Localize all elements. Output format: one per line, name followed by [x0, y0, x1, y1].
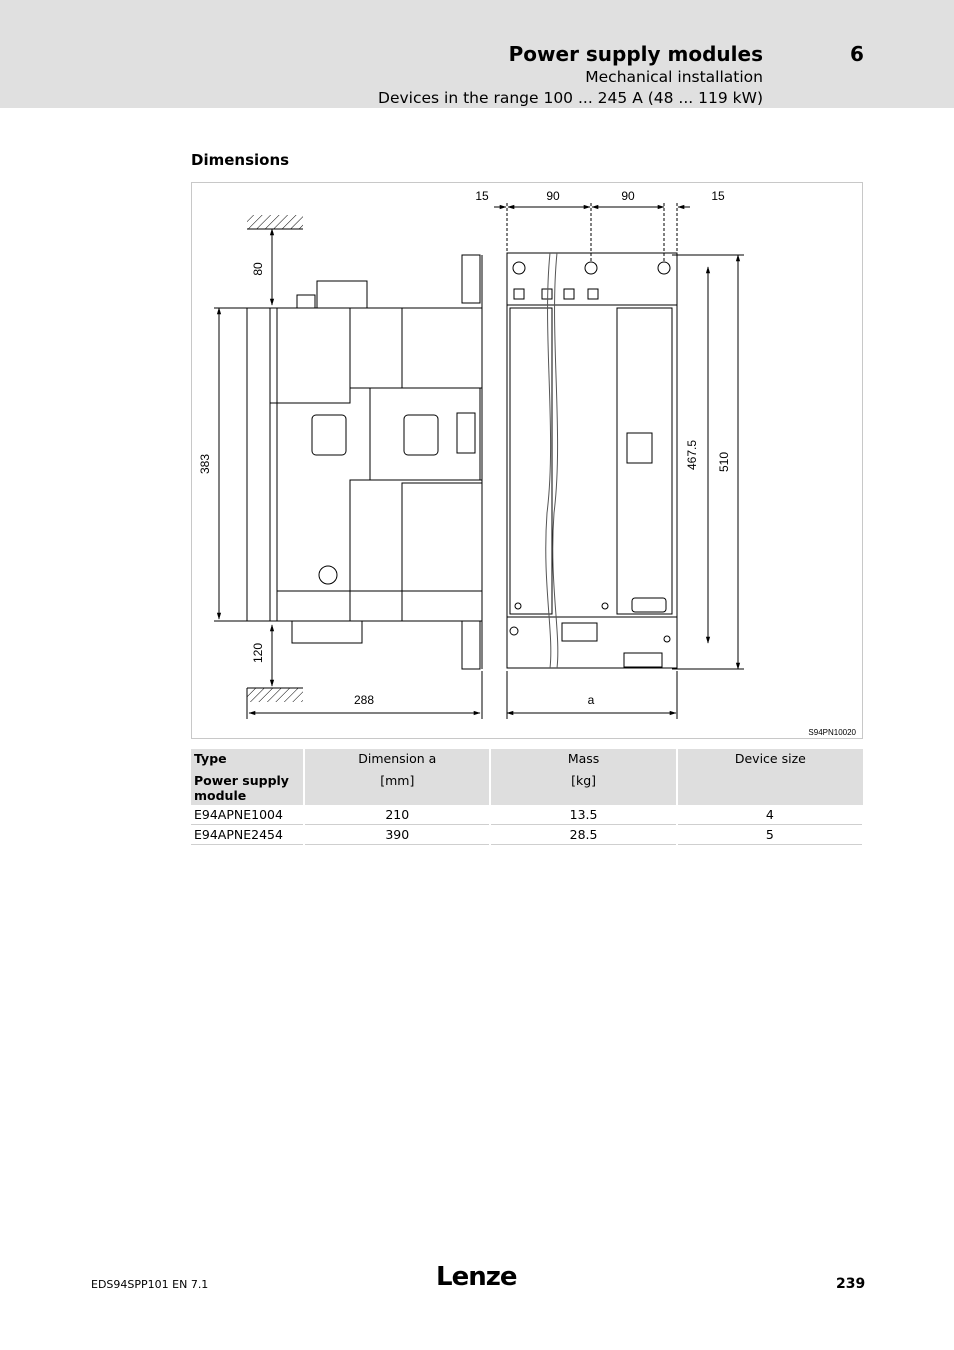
header-title: Power supply modules: [508, 42, 763, 66]
dim-15-right: 15: [711, 189, 725, 203]
wall-hatch-top: [247, 215, 303, 229]
dim-15-left: 15: [475, 189, 489, 203]
dimension-lines: [214, 203, 744, 719]
header-dimension-a: Dimension a [mm]: [304, 749, 490, 805]
lenze-logo: Lenze: [436, 1262, 517, 1292]
header-type: Type Power supply module: [191, 749, 304, 805]
cell-device-size: 4: [677, 805, 863, 825]
dim-90-right: 90: [621, 189, 635, 203]
dim-height-510: 510: [717, 451, 731, 473]
table-header-row: [191, 749, 863, 805]
table-row: [191, 805, 863, 825]
figure-id: S94PN10020: [808, 728, 856, 737]
drawing-canvas: [192, 183, 864, 740]
side-view: [247, 255, 482, 669]
cell-dimension-a: 390: [304, 825, 490, 845]
cell-type: E94APNE1004: [191, 805, 304, 825]
header-device-size: Device size: [677, 749, 863, 805]
document-id: EDS94SPP101 EN 7.1: [91, 1278, 209, 1291]
dim-depth-288: 288: [353, 693, 375, 707]
wall-hatch-bottom: [247, 688, 303, 702]
dimension-drawing: [191, 182, 863, 739]
header-subtitle-range: Devices in the range 100 ... 245 A (48 ... 119 kW): [378, 89, 763, 107]
cell-mass: 28.5: [490, 825, 676, 845]
cell-dimension-a: 210: [304, 805, 490, 825]
header-mass: Mass [kg]: [490, 749, 676, 805]
chapter-number: 6: [850, 42, 864, 66]
cell-type: E94APNE2454: [191, 825, 304, 845]
section-title: Dimensions: [191, 151, 290, 169]
front-view: [507, 253, 677, 668]
dim-90-left: 90: [546, 189, 560, 203]
dim-clearance-top: 80: [251, 262, 265, 276]
dim-clearance-bottom: 120: [251, 642, 265, 664]
cell-device-size: 5: [677, 825, 863, 845]
dim-width-a: a: [587, 693, 595, 707]
cell-mass: 13.5: [490, 805, 676, 825]
page-header: [0, 0, 954, 108]
dim-height-383: 383: [198, 453, 212, 475]
page-number: 239: [836, 1276, 866, 1292]
dimensions-table: [191, 749, 864, 845]
table-row: [191, 825, 863, 845]
header-subtitle: Mechanical installation: [585, 68, 763, 86]
dim-hole-pitch: 467.5: [685, 439, 699, 471]
